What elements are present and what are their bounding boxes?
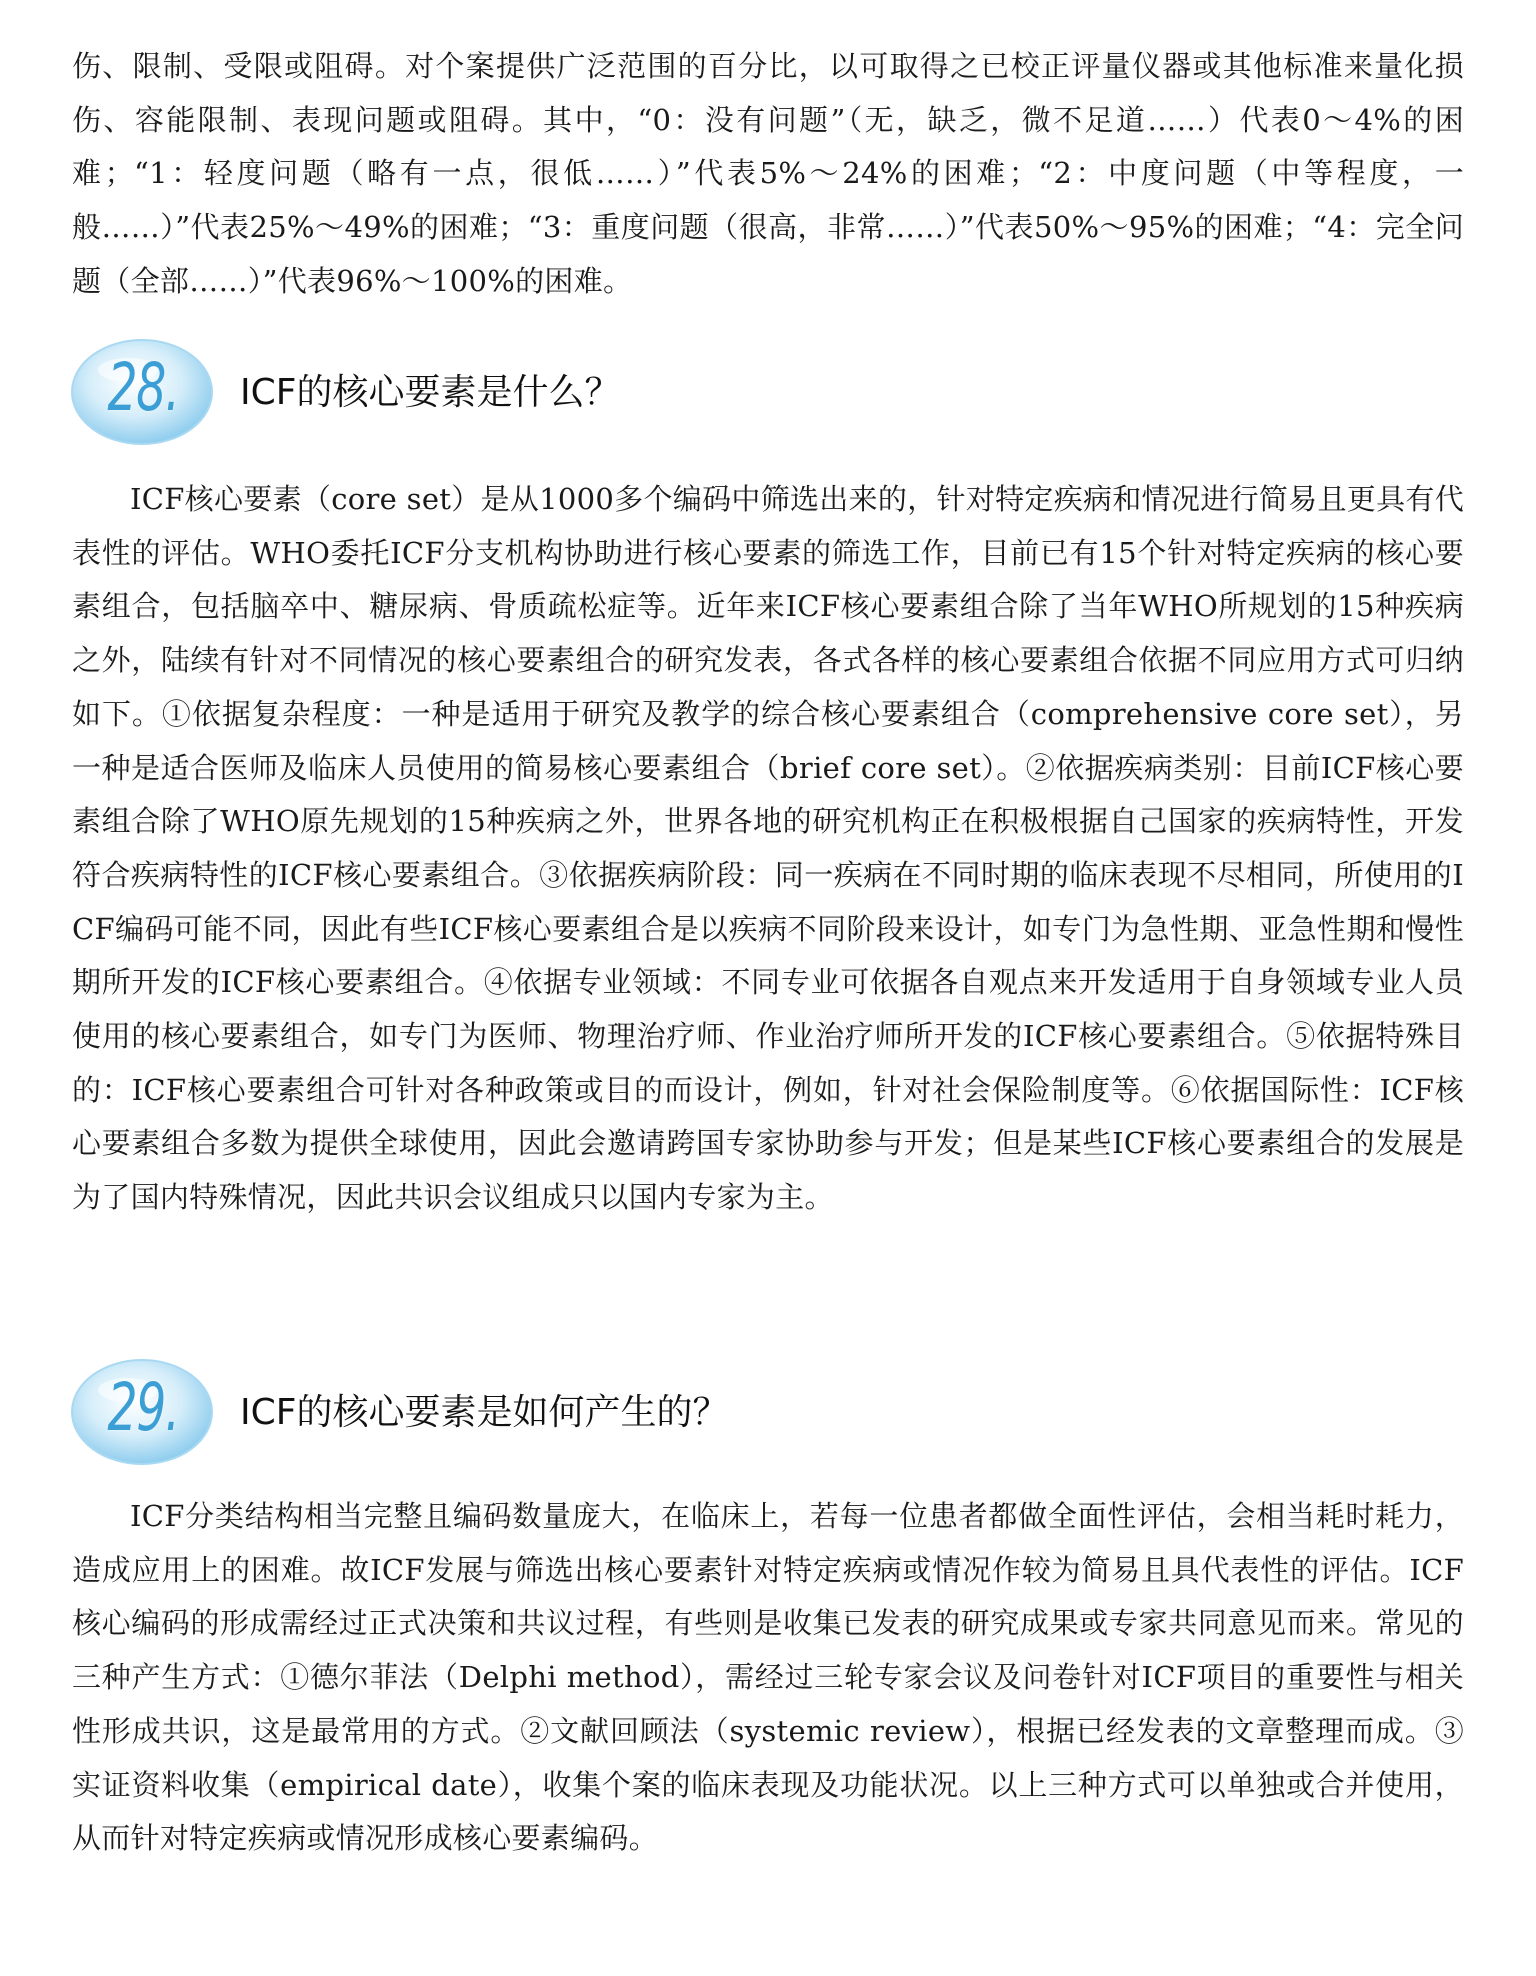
question-heading-28: [68, 330, 1068, 450]
question-title: ICF的核心要素是如何产生的？: [240, 1392, 729, 1433]
question-number-badge: [68, 1350, 218, 1470]
intro-paragraph: 伤、限制、受限或阻碍。对个案提供广泛范围的百分比，以可取得之已校正评量仪器或其他标准来量化损伤、容能限制、表现问题或阻碍。其中，“0：没有问题”（无，缺乏，微不足道……）代表0～4%的困难；“1：轻度问题（略有一点，很低……）”代表5%～24%的困难；“2：中度问题（中等程度，一般……）”代表25%～49%的困难；“3：重度问题（很高，非常……）”代表50%～95%的困难；“4：完全问题（全部……）”代表96%～100%的困难。: [72, 49, 1464, 298]
question-number-badge: [68, 330, 218, 450]
question-number: 29.: [107, 1369, 179, 1446]
section-29-body: ICF分类结构相当完整且编码数量庞大，在临床上，若每一位患者都做全面性评估，会相当耗时耗力，造成应用上的困难。故ICF发展与筛选出核心要素针对特定疾病或情况作较为简易且具代表性的评估。ICF核心编码的形成需经过正式决策和共议过程，有些则是收集已发表的研究成果或专家共同意见而来。常见的三种产生方式：①德尔菲法（Delphi method），需经过三轮专家会议及问卷针对ICF项目的重要性与相关性形成共识，这是最常用的方式。②文献回顾法（systemic review），根据已经发表的文章整理而成。③实证资料收集（empirical date），收集个案的临床表现及功能状况。以上三种方式可以单独或合并使用，从而针对特定疾病或情况形成核心要素编码。: [72, 1499, 1464, 1856]
question-number: 28.: [107, 349, 179, 426]
section-28-body: ICF核心要素（core set）是从1000多个编码中筛选出来的，针对特定疾病和情况进行简易且更具有代表性的评估。WHO委托ICF分支机构协助进行核心要素的筛选工作，目前已有15个针对特定疾病的核心要素组合，包括脑卒中、糖尿病、骨质疏松症等。近年来ICF核心要素组合除了当年WHO所规划的15种疾病之外，陆续有针对不同情况的核心要素组合的研究发表，各式各样的核心要素组合依据不同应用方式可归纳如下。①依据复杂程度：一种是适用于研究及教学的综合核心要素组合（comprehensive core set），另一种是适合医师及临床人员使用的简易核心要素组合（brief core set）。②依据疾病类别：目前ICF核心要素组合除了WHO原先规划的15种疾病之外，世界各地的研究机构正在积极根据自己国家的疾病特性，开发符合疾病特性的ICF核心要素组合。③依据疾病阶段：同一疾病在不同时期的临床表现不尽相同，所使用的ICF编码可能不同，因此有些ICF核心要素组合是以疾病不同阶段来设计，如专门为急性期、亚急性期和慢性期所开发的ICF核心要素组合。④依据专业领域：不同专业可依据各自观点来开发适用于自身领域专业人员使用的核心要素组合，如专门为医师、物理治疗师、作业治疗师所开发的ICF核心要素组合。⑤依据特殊目的：ICF核心要素组合可针对各种政策或目的而设计，例如，针对社会保险制度等。⑥依据国际性：ICF核心要素组合多数为提供全球使用，因此会邀请跨国专家协助参与开发；但是某些ICF核心要素组合的发展是为了国内特殊情况，因此共识会议组成只以国内专家为主。: [72, 482, 1464, 1215]
question-heading-29: [68, 1350, 1068, 1470]
question-title: ICF的核心要素是什么？: [240, 372, 621, 413]
